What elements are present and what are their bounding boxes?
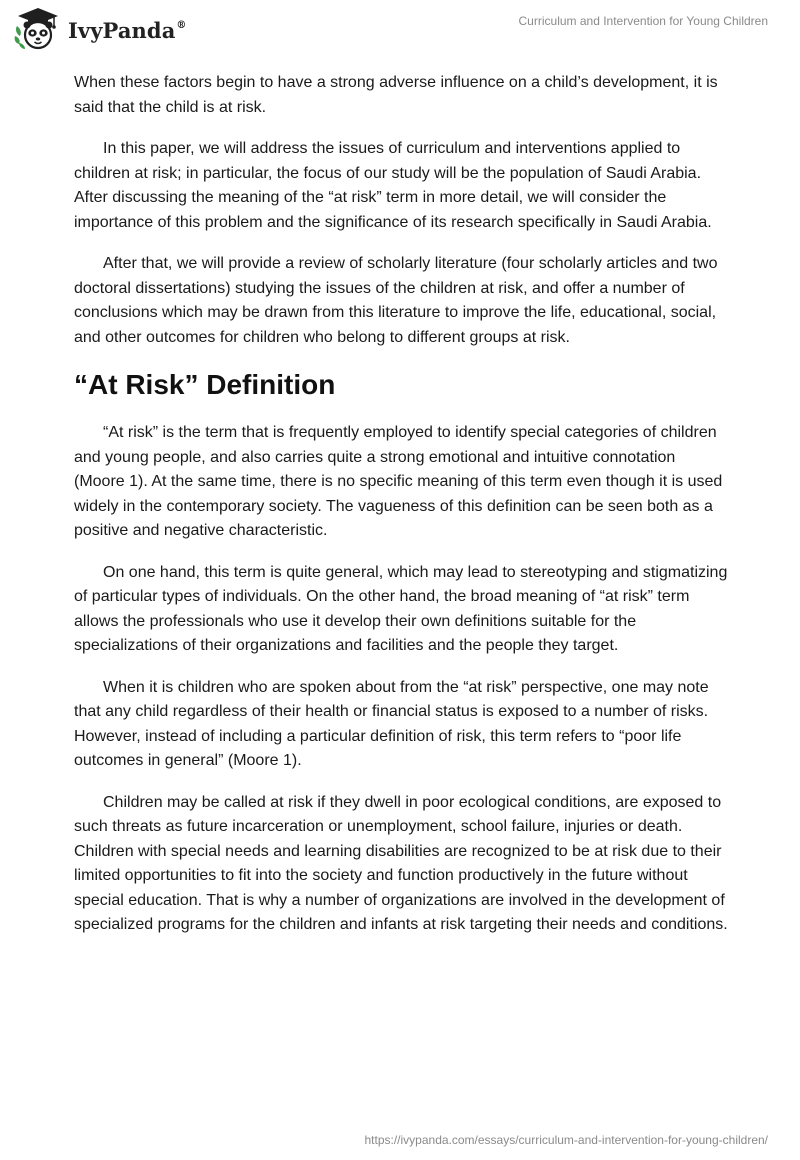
source-url-link[interactable]: https://ivypanda.com/essays/curriculum-and-intervention-for-young-children/ (364, 1133, 768, 1147)
essay-body (74, 71, 730, 955)
section-heading: “At Risk” Definition (74, 369, 336, 400)
page-header (0, 0, 800, 62)
paragraph-4: “At risk” is the term that is frequently employed to identify special categories of children and young people, and also carries quite a strong emotional and intuitive connotation (Moore 1). At the same time, there is no specific meaning of this term even though it is used widely in the contemporary society. The vagueness of this definition can be seen both as a positive and negative characteristic. (74, 424, 723, 539)
paragraph-5: On one hand, this term is quite general, which may lead to stereotyping and stigmatizing of particular types of individuals. On the other hand, the broad meaning of “at risk” term allows the professionals who use it develop their own definitions suitable for the specializations of their organizations and facilities and the people they target. (74, 563, 728, 654)
brand-name (68, 18, 187, 43)
paragraph-7: Children may be called at risk if they dwell in poor ecological conditions, are exposed to such threats as future incarceration or unemployment, school failure, injuries or death. Children with special needs and learning disabilities are recognized to be at risk due to their limited opportunities to fit into the society and function productively in the future without special education. That is why a number of organizations are involved in the development of specialized programs for the children and infants at risk targeting their needs and conditions. (74, 793, 728, 933)
paragraph-6: When it is children who are spoken about from the “at risk” perspective, one may note that any child regardless of their health or financial status is exposed to a number of risks. However, instead of including a particular definition of risk, this term refers to “poor life outcomes in general” (Moore 1). (74, 678, 709, 769)
registered-mark: ® (176, 19, 187, 31)
paragraph-1: When these factors begin to have a strong adverse influence on a child’s development, it is said that the child is at risk. (74, 74, 718, 116)
panda-mascot-icon (14, 6, 62, 52)
paragraph-2: In this paper, we will address the issues of curriculum and interventions applied to children at risk; in particular, the focus of our study will be the population of Saudi Arabia. After discussing the meaning of the “at risk” term in more detail, we will consider the importance of this problem and the significance of its research specifically in Saudi Arabia. (74, 140, 712, 231)
brand-name-text: IvyPanda (68, 17, 176, 43)
running-title: Curriculum and Intervention for Young Children (518, 14, 768, 28)
ivypanda-logo[interactable] (14, 6, 187, 52)
paragraph-3: After that, we will provide a review of scholarly literature (four scholarly articles and two doctoral dissertations) studying the issues of the children at risk, and offer a number of conclusions which may be drawn from this literature to improve the life, educational, social, and other outcomes for children who belong to different groups at risk. (74, 255, 718, 346)
